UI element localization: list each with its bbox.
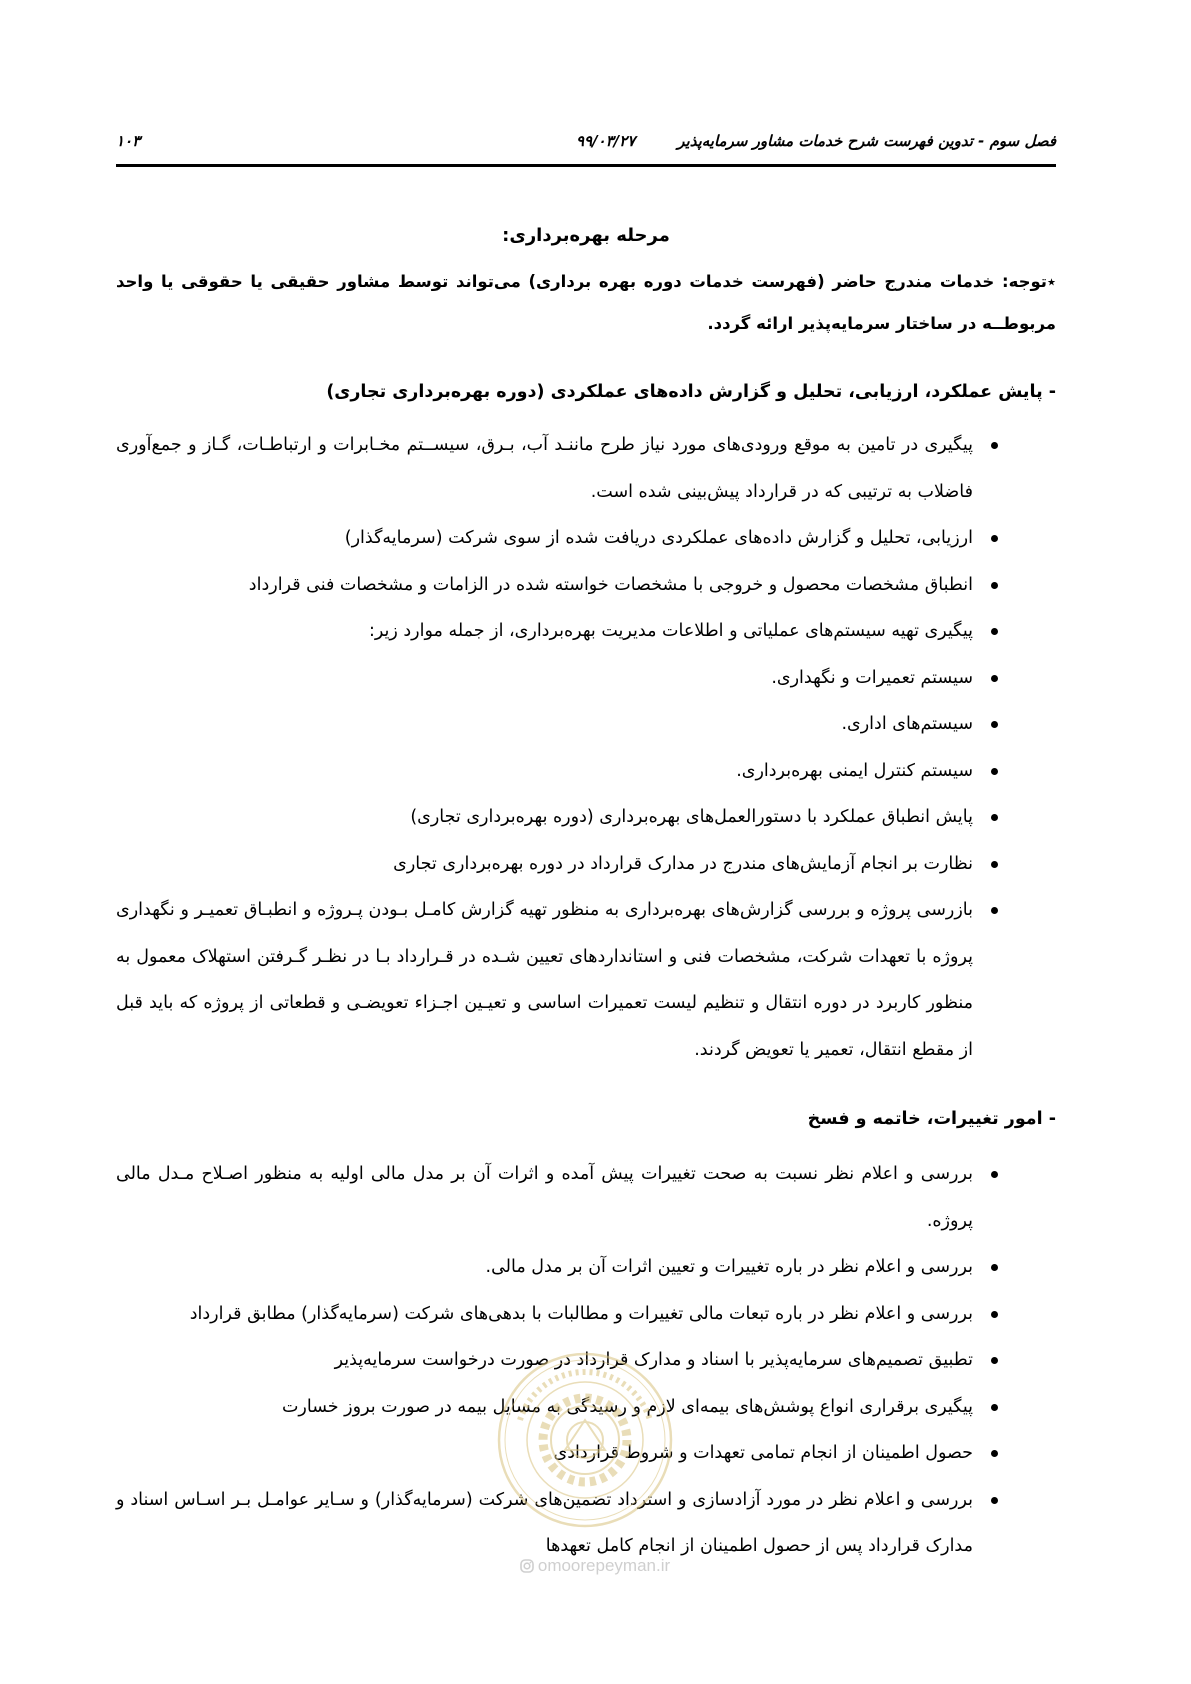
list-item [116,1291,1056,1338]
list-item [116,1430,1056,1477]
list-item-text: نظارت بر انجام آزمایش‌های مندرج در مدارک قرارداد در دوره بهره‌برداری تجاری [393,853,973,874]
list-item [116,794,1056,841]
bullet-icon [991,1357,998,1364]
bullet-icon [991,535,998,542]
list-item [116,748,1056,795]
header-date: ۹۹/۰۳/۲۷ [575,132,636,150]
bullet-icon [991,628,998,635]
page-body [116,213,1056,1570]
list-item-text: تطبیق تصمیم‌های سرمایه‌پذیر با اسناد و مدارک قرارداد در صورت درخواست سرمایه‌پذیر [334,1350,973,1370]
page-number: ۱۰۳ [116,132,141,150]
list-item-text: پیگیری برقراری انواع پوشش‌های بیمه‌ای لازم و رسیدگی به مسایل بیمه در صورت بروز خسارت [281,1396,973,1417]
list-item-text: پایش انطباق عملکرد با دستورالعمل‌های بهره‌برداری (دوره بهره‌برداری تجاری) [410,807,973,827]
list-item-text: پیگیری در تامین به موقع ورودی‌های مورد نیاز طرح ماننـد آب، بـرق، سیســتم مخـابرات و ارتباطـات، گـاز و جمع‌آوری فاضلاب به ترتیبی که در قرارداد پیش‌بینی شده است. [116,435,973,502]
bullet-icon [991,442,998,449]
list-item [116,608,1056,655]
list-item [116,887,1056,1073]
section-heading: - پایش عملکرد، ارزیابی، تحلیل و گزارش داده‌های عملکردی (دوره بهره‌برداری تجاری) [326,382,1056,402]
bullet-list [116,1151,1056,1570]
page-header [116,128,1056,154]
bullet-icon [991,721,998,728]
list-item [116,1151,1056,1244]
list-item [116,655,1056,702]
bullet-list [116,422,1056,1073]
bullet-icon [991,814,998,821]
bullet-icon [991,907,998,914]
bullet-icon [991,768,998,775]
bullet-icon [991,1264,998,1271]
bullet-icon [991,1311,998,1318]
list-item-text: سیستم‌های اداری. [841,714,973,734]
list-item-text: بررسی و اعلام نظر در باره تبعات مالی تغییرات و مطالبات با بدهی‌های شرکت (سرمایه‌گذار) مطابق قرارداد [189,1303,973,1324]
list-item [116,1244,1056,1291]
bullet-icon [991,861,998,868]
header-rule [116,164,1056,167]
list-item [116,701,1056,748]
list-item [116,515,1056,562]
section-heading: - امور تغییرات، خاتمه و فسخ [807,1109,1056,1129]
list-item-text: سیستم تعمیرات و نگهداری. [771,667,973,688]
bullet-icon [991,582,998,589]
list-item [116,841,1056,888]
watermark-text: omoorepeyman.ir [537,1556,671,1575]
list-item [116,1384,1056,1431]
list-item-text: بررسی و اعلام نظر نسبت به صحت تغییرات پیش آمده و اثرات آن بر مدل مالی اولیه به منظور اصـلاح مـدل مالی پروژه. [116,1164,973,1231]
list-item-text: سیستم کنترل ایمنی بهره‌برداری. [736,760,973,781]
list-item-text: پیگیری تهیه سیستم‌های عملیاتی و اطلاعات مدیریت بهره‌برداری، از جمله موارد زیر: [368,621,973,641]
list-item-text: حصول اطمینان از انجام تمامی تعهدات و شروط قراردادی [553,1443,973,1463]
list-item [116,562,1056,609]
list-item-text: بازرسی پروژه و بررسی گزارش‌های بهره‌برداری به منظور تهیه گزارش کامـل بـودن پـروژه و انطبـاق تعمیـر و نگهداری پروژه با تعهدات شرکت، مشخصات فنی و استانداردهای تعیین شـده در قـرارداد بـا در نظـر گـرفتن استهلاک معمول به منظور کاربرد در دوره انتقال و تنظیم لیست تعمیرات اساسی و تعیـین اجـزاء تعویضـی و قطعاتی از پروژه که باید قبل از مقطع انتقال، تعمیر یا تعویض گردند. [116,900,973,1060]
chapter-title: فصل سوم - تدوین فهرست شرح خدمات مشاور سرمایه‌پذیر [677,132,1056,150]
list-item-text: ارزیابی، تحلیل و گزارش داده‌های عملکردی دریافت شده از سوی شرکت (سرمایه‌گذار) [344,528,973,548]
bullet-icon [991,1404,998,1411]
list-item [116,422,1056,515]
list-item [116,1477,1056,1570]
bullet-icon [991,1497,998,1504]
bullet-icon [991,675,998,682]
note-paragraph: ٭توجه: خدمات مندرج حاضر (فهرست خدمات دوره بهره برداری) می‌تواند توسط مشاور حقیقی یا حقوقی یا واحد مربوطــه در ساختار سرمایه‌پذیر ارائه گردد. [116,272,1056,333]
list-item [116,1337,1056,1384]
bullet-icon [991,1171,998,1178]
stage-title: مرحله بهره‌برداری: [502,225,670,246]
list-item-text: بررسی و اعلام نظر در مورد آزادسازی و استرداد تضمین‌های شرکت (سرمایه‌گذار) و سـایر عوامـل بـر اسـاس اسناد و مدارک قرارداد پس از حصول اطمینان از انجام کامل تعهدها [116,1489,973,1556]
bullet-icon [991,1450,998,1457]
list-item-text: بررسی و اعلام نظر در باره تغییرات و تعیین اثرات آن بر مدل مالی. [485,1257,973,1277]
list-item-text: انطباق مشخصات محصول و خروجی با مشخصات خواسته شده در الزامات و مشخصات فنی قرارداد [248,574,973,595]
